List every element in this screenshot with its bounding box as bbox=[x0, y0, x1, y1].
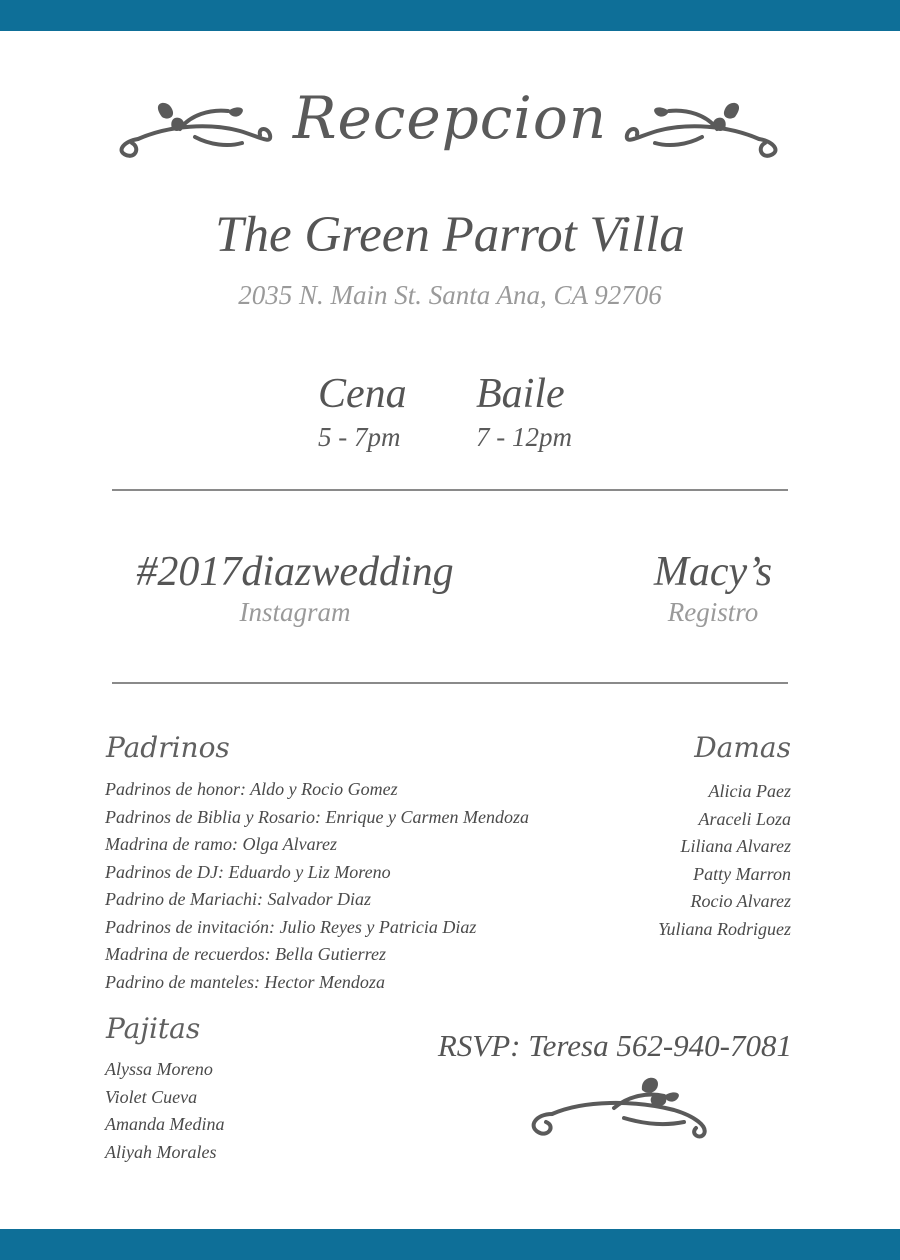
pajitas-title: Pajitas bbox=[106, 1012, 201, 1045]
flourish-bottom-icon bbox=[524, 1074, 719, 1144]
list-item: Padrino de Mariachi: Salvador Diaz bbox=[105, 889, 371, 909]
list-item: Amanda Medina bbox=[105, 1114, 225, 1134]
instagram-caption: Instagram bbox=[239, 597, 351, 627]
pajitas-list bbox=[105, 1056, 224, 1166]
event-label: Baile bbox=[476, 371, 565, 417]
registry-block bbox=[618, 548, 808, 628]
event-dance bbox=[476, 370, 572, 452]
list-item: Alyssa Moreno bbox=[105, 1059, 213, 1079]
page-title: Recepcion bbox=[292, 84, 608, 152]
instagram-hashtag-block bbox=[100, 548, 490, 628]
event-label: Cena bbox=[318, 371, 407, 417]
divider bbox=[112, 489, 788, 491]
list-item: Rocio Alvarez bbox=[690, 891, 791, 911]
list-item: Liliana Alvarez bbox=[680, 836, 791, 856]
top-color-band bbox=[0, 0, 900, 31]
damas-list bbox=[600, 778, 791, 943]
rsvp-contact: RSVP: Teresa 562-940-7081 bbox=[437, 1028, 792, 1063]
list-item: Patty Marron bbox=[693, 863, 791, 884]
list-item: Padrinos de DJ: Eduardo y Liz Moreno bbox=[105, 861, 391, 882]
event-time: 7 - 12pm bbox=[476, 422, 572, 452]
list-item: Padrino de manteles: Hector Mendoza bbox=[105, 971, 385, 992]
list-item: Madrina de recuerdos: Bella Gutierrez bbox=[105, 944, 386, 964]
event-dinner bbox=[318, 370, 407, 452]
list-item: Alicia Paez bbox=[708, 781, 791, 801]
list-item: Padrinos de invitación: Julio Reyes y Patricia Diaz bbox=[105, 916, 477, 937]
event-time: 5 - 7pm bbox=[318, 422, 401, 452]
list-item: Aliyah Morales bbox=[105, 1141, 217, 1162]
list-item: Madrina de ramo: Olga Alvarez bbox=[105, 834, 337, 854]
registry-name: Macy’s bbox=[653, 549, 773, 595]
venue-name: The Green Parrot Villa bbox=[215, 207, 685, 263]
divider bbox=[112, 682, 788, 684]
padrinos-title: Padrinos bbox=[106, 731, 230, 764]
bottom-color-band bbox=[0, 1229, 900, 1260]
list-item: Araceli Loza bbox=[698, 808, 791, 829]
list-item: Padrinos de honor: Aldo y Rocio Gomez bbox=[105, 779, 398, 799]
venue-address: 2035 N. Main St. Santa Ana, CA 92706 bbox=[238, 280, 662, 310]
list-item: Violet Cueva bbox=[105, 1086, 198, 1107]
list-item: Yuliana Rodriguez bbox=[658, 918, 791, 939]
list-item: Padrinos de Biblia y Rosario: Enrique y Carmen Mendoza bbox=[105, 806, 529, 827]
instagram-hashtag: #2017diazwedding bbox=[136, 549, 454, 595]
registry-caption: Registro bbox=[667, 597, 759, 627]
padrinos-list bbox=[105, 776, 529, 996]
damas-title: Damas bbox=[694, 731, 791, 764]
